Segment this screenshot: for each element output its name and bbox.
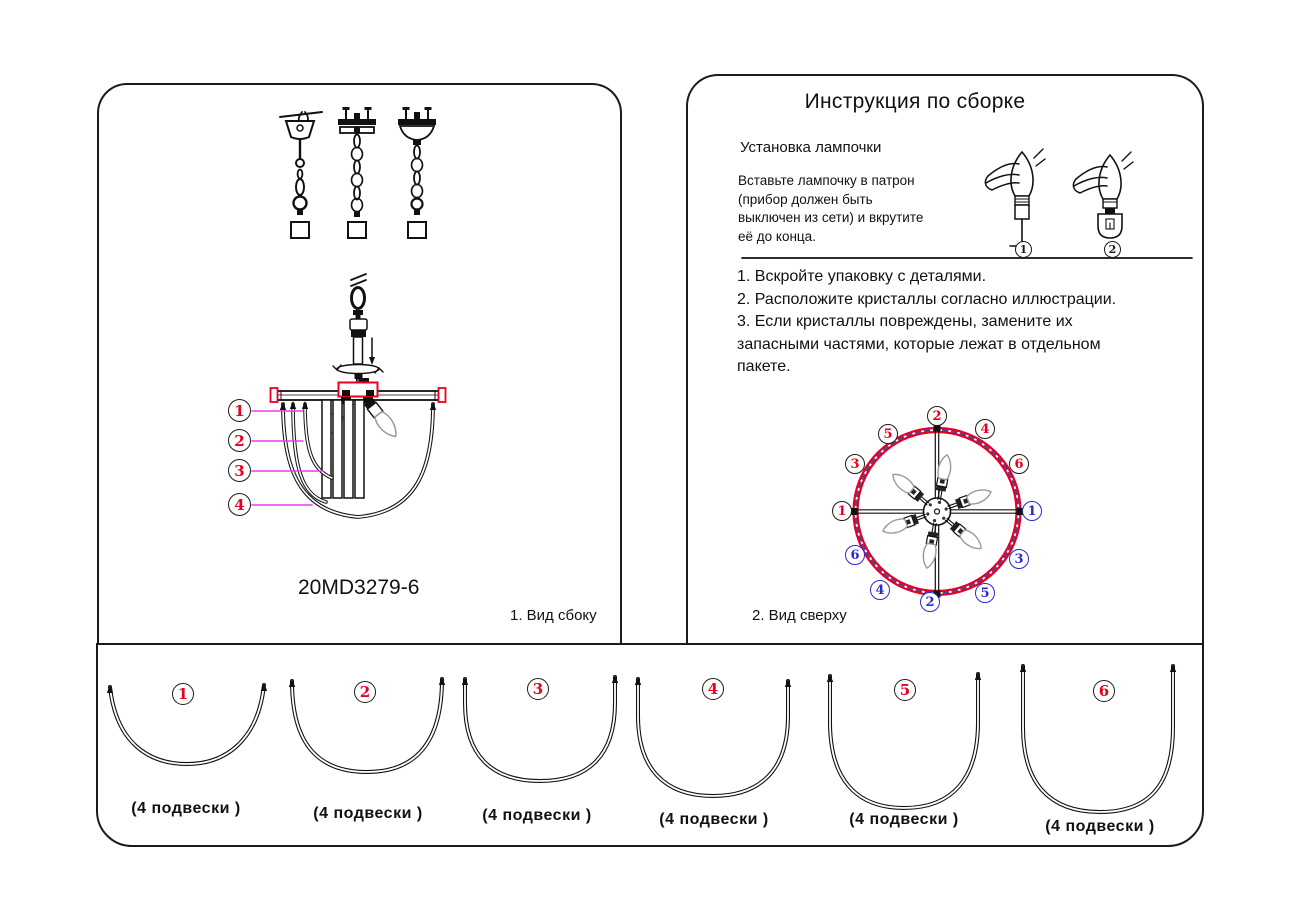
pendant-number-4: 4 [702, 678, 724, 700]
ceiling-mount-dome-diagram [398, 107, 436, 238]
lamp-section-body [738, 172, 978, 246]
figure-label-2: 2 [1104, 241, 1121, 258]
top-view-diagram [851, 425, 1024, 598]
ring-number-2: 6 [1009, 454, 1029, 474]
lamp-section-heading: Установка лампочки [740, 139, 882, 156]
top-view-caption: 2. Вид сверху [752, 607, 847, 624]
assembly-steps [737, 266, 1199, 379]
pendant-number-5: 5 [894, 679, 916, 701]
lamp-arm [889, 470, 932, 509]
step-line: 1. Вскройте упаковку с деталями. [737, 268, 987, 285]
step-line: 3. Если кристаллы повреждены, замените их [737, 313, 1073, 331]
callout-4: 4 [228, 493, 251, 516]
page-title: Инструкция по сборке [804, 90, 1026, 113]
ceiling-mount-hook-diagram [280, 112, 322, 238]
step-line: запасными частями, которые лежат в отдельном [737, 335, 1101, 353]
ring-number-11: 5 [878, 424, 898, 444]
pendant-number-2: 2 [354, 681, 376, 703]
ring-number-5: 5 [975, 583, 995, 603]
ring-number-6: 2 [920, 592, 940, 612]
ring-number-9: 1 [832, 501, 852, 521]
lamp-arm [942, 515, 985, 554]
body-line: выключен из сети) и вкрутите [738, 210, 924, 225]
figure-label-1: 1 [1015, 241, 1032, 258]
model-number: 20MD3279-6 [298, 576, 420, 599]
callout-2: 2 [228, 429, 251, 452]
ring-number-12: 2 [927, 406, 947, 426]
candle-bulb-icon [363, 397, 402, 441]
pendant-number-6: 6 [1093, 680, 1115, 702]
push-down-arrow-icon [369, 338, 375, 365]
pendant-label-3: (4 подвески ) [482, 807, 592, 824]
pendant-label-1: (4 подвески ) [131, 800, 241, 817]
lamp-arm [946, 486, 993, 513]
ring-number-3: 1 [1022, 501, 1042, 521]
ring-number-10: 3 [845, 454, 865, 474]
ring-number-1: 4 [975, 419, 995, 439]
ring-number-8: 6 [845, 545, 865, 565]
body-line: её до конца. [738, 228, 816, 244]
hand-bulb-figure-2 [1073, 152, 1133, 238]
pendant-curves [107, 664, 1176, 812]
ring-number-7: 4 [870, 580, 890, 600]
lamp-arm [881, 510, 928, 537]
callout-3: 3 [228, 459, 251, 482]
pendant-number-1: 1 [172, 683, 194, 705]
pendant-label-2: (4 подвески ) [313, 805, 423, 822]
body-line: (прибор должен быть [738, 191, 873, 207]
callout-1: 1 [228, 399, 251, 422]
pendant-label-6: (4 подвески ) [1045, 818, 1155, 835]
step-line: 2. Расположите кристаллы согласно иллюстрации. [737, 290, 1117, 308]
pendant-number-3: 3 [527, 678, 549, 700]
step-line: пакете. [737, 358, 791, 376]
hand-bulb-figure-1 [985, 149, 1045, 246]
side-view-caption: 1. Вид сбоку [510, 607, 597, 624]
body-line: Вставьте лампочку в патрон [738, 173, 915, 188]
lamp-arm [921, 522, 941, 569]
lamp-arm [933, 454, 953, 501]
pendant-label-4: (4 подвески ) [659, 811, 769, 828]
pendant-label-5: (4 подвески ) [849, 811, 959, 828]
rotate-arrow-icon [333, 365, 383, 374]
chandelier-side-view [252, 274, 446, 517]
ring-number-4: 3 [1009, 549, 1029, 569]
ceiling-mount-chain-diagram [338, 107, 376, 238]
